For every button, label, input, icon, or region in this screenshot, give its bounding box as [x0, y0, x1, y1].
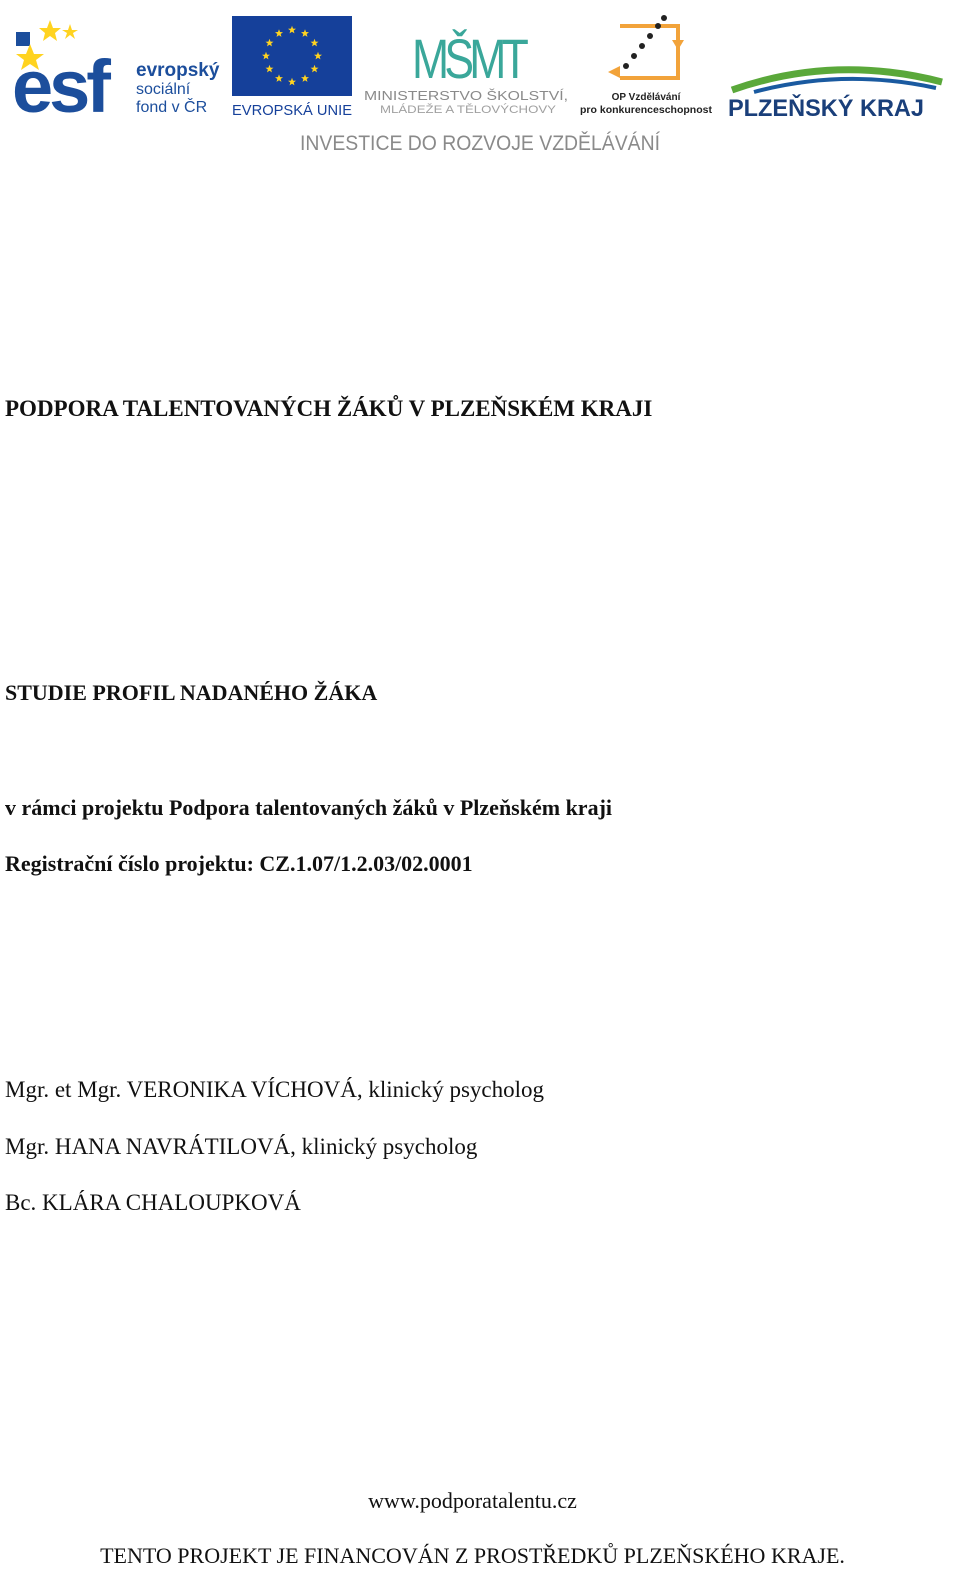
- msmt-line-2: MLÁDEŽE A TĚLOVÝCHOVY: [380, 104, 527, 116]
- author-1: Mgr. et Mgr. VERONIKA VÍCHOVÁ, klinický psycholog: [5, 1077, 545, 1102]
- eu-flag-logo: [232, 16, 356, 120]
- kraj-blue-swoosh-icon: [754, 79, 936, 92]
- kraj-label: PLZEŇSKÝ KRAJ: [728, 95, 929, 122]
- tagline: [300, 128, 662, 156]
- esf-line-3: fond v ČR: [136, 99, 208, 116]
- arrow-down-icon: [672, 40, 684, 50]
- msmt-mark: MŠMT: [412, 27, 528, 90]
- footer-url: www.podporatalentu.cz: [368, 1488, 577, 1513]
- esf-star-small-icon: [62, 24, 78, 39]
- eu-label: EVROPSKÁ UNIE: [232, 102, 352, 119]
- registration-number: Registrační číslo projektu: CZ.1.07/1.2.03/02.0001: [5, 851, 473, 876]
- logo-bar: [0, 0, 960, 160]
- esf-star-icon: [39, 20, 61, 41]
- document-title: PODPORA TALENTOVANÝCH ŽÁKŮ V PLZEŇSKÉM KRAJI: [5, 396, 653, 421]
- msmt-line-1: MINISTERSTVO ŠKOLSTVÍ,: [364, 88, 568, 103]
- tagline-text: INVESTICE DO ROZVOJE VZDĚLÁVÁNÍ: [300, 132, 661, 155]
- author-3: Bc. KLÁRA CHALOUPKOVÁ: [5, 1190, 301, 1215]
- footer-funding: TENTO PROJEKT JE FINANCOVÁN Z PROSTŘEDKŮ PLZEŇSKÉHO KRAJE.: [100, 1543, 845, 1568]
- study-title: STUDIE PROFIL NADANÉHO ŽÁKA: [5, 680, 378, 705]
- op-vzdelavani-logo: [578, 12, 714, 118]
- esf-wordmark: esf: [12, 45, 107, 118]
- msmt-logo: [362, 12, 572, 118]
- arrow-left-icon: [608, 66, 620, 78]
- esf-logo: [12, 14, 224, 118]
- op-line-2: pro konkurenceschopnost: [580, 105, 713, 116]
- project-line: v rámci projektu Podpora talentovaných žáků v Plzeňském kraji: [5, 795, 613, 820]
- esf-line-2: sociální: [136, 81, 191, 98]
- plzensky-kraj-logo: [724, 58, 946, 124]
- op-line-1: OP Vzdělávání: [611, 92, 681, 103]
- esf-line-1: evropský: [136, 60, 220, 81]
- author-2: Mgr. HANA NAVRÁTILOVÁ, klinický psycholog: [5, 1134, 478, 1159]
